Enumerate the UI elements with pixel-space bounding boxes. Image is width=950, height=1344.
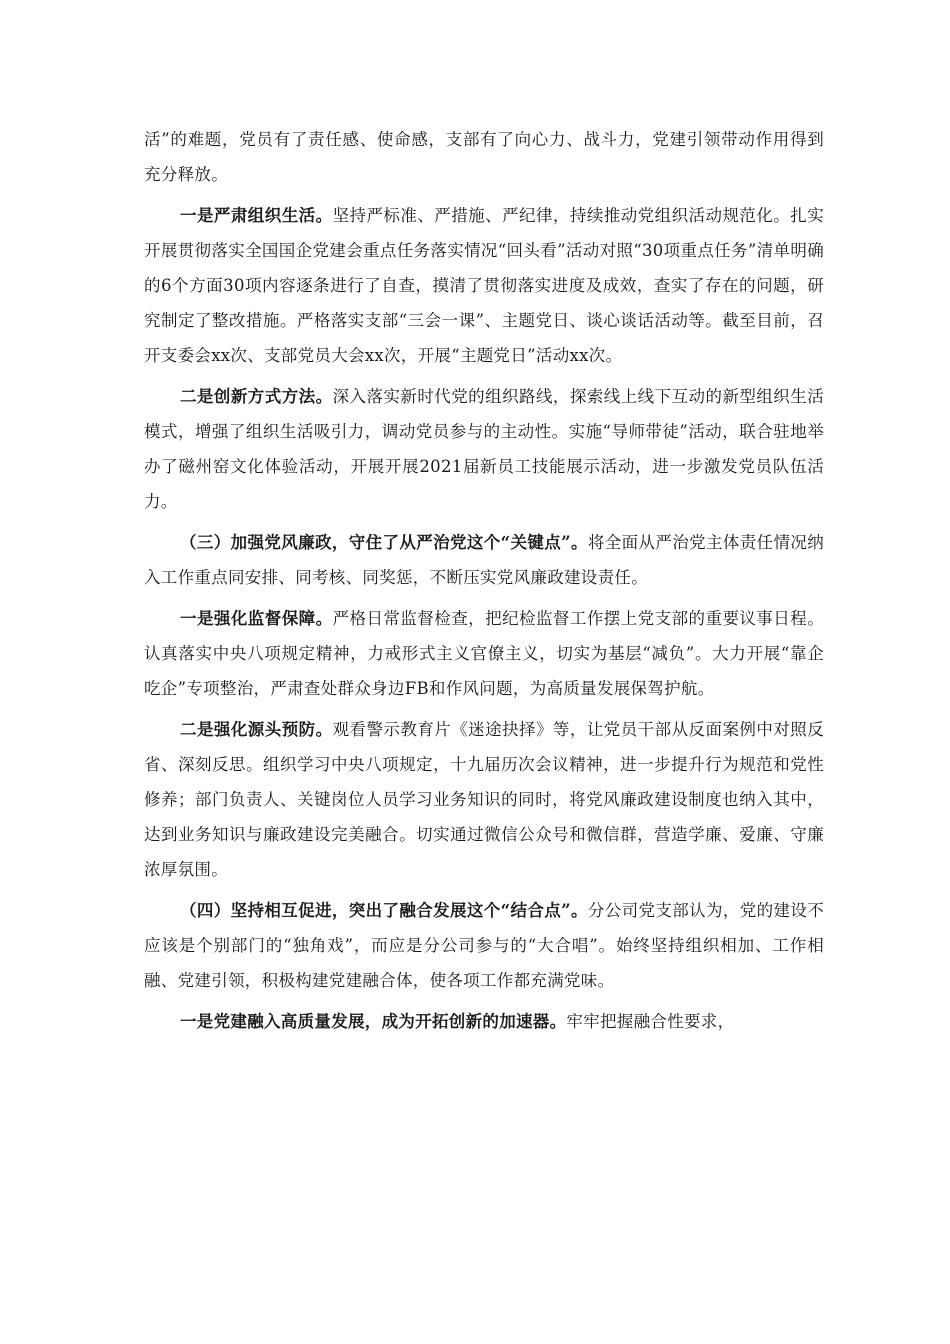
paragraph-8-text: 牢牢把握融合性要求， bbox=[566, 1012, 735, 1031]
paragraph-8 bbox=[144, 1004, 824, 1039]
paragraph-3-lead: 二是创新方式方法。 bbox=[180, 387, 333, 406]
paragraph-2 bbox=[144, 198, 824, 373]
paragraph-3 bbox=[144, 379, 824, 519]
paragraph-1 bbox=[144, 122, 824, 192]
section-heading-3-lead: （三）加强党风廉政，守住了从严治党这个“关键点”。 bbox=[180, 533, 588, 552]
paragraph-5-lead: 一是强化监督保障。 bbox=[180, 609, 333, 628]
paragraph-5-text: 严格日常监督检查，把纪检监督工作摆上党支部的重要议事日程。认真落实中央八项规定精神，力戒形式主义官僚主义，切实为基层“减负”。大力开展“靠企吃企”专项整治，严肃查处群众身边FB和作风问题，为高质量发展保驾护航。 bbox=[144, 609, 824, 698]
section-heading-3 bbox=[144, 525, 824, 595]
paragraph-2-lead: 一是严肃组织生活。 bbox=[180, 206, 333, 225]
section-heading-4-text: 分公司党支部认为，党的建设不应该是个别部门的“独角戏”，而应是分公司参与的“大合唱”。始终坚持组织相加、工作相融、党建引领，积极构建党建融合体，使各项工作都充满党味。 bbox=[144, 901, 825, 990]
paragraph-8-lead: 一是党建融入高质量发展，成为开拓创新的加速器。 bbox=[180, 1012, 567, 1031]
document-body bbox=[144, 122, 824, 1045]
paragraph-2-text: 坚持严标准、严措施、严纪律，持续推动党组织活动规范化。扎实开展贯彻落实全国国企党建会重点任务落实情况“回头看”活动对照“30项重点任务”清单明确的6个方面30项内容逐条进行了自查，摸清了贯彻落实进度及成效，查实了存在的问题，研究制定了整改措施。严格落实支部“三会一课”、主题党日、谈心谈话活动等。截至目前，召开支委会xx次、支部党员大会xx次，开展“主题党日”活动xx次。 bbox=[144, 206, 824, 365]
paragraph-5 bbox=[144, 601, 824, 706]
paragraph-3-text: 深入落实新时代党的组织路线，探索线上线下互动的新型组织生活模式，增强了组织生活吸引力，调动党员参与的主动性。实施“导师带徒”活动，联合驻地举办了磁州窑文化体验活动，开展开展2021届新员工技能展示活动，进一步激发党员队伍活力。 bbox=[144, 387, 824, 511]
paragraph-1-text: 活”的难题，党员有了责任感、使命感，支部有了向心力、战斗力，党建引领带动作用得到充分释放。 bbox=[144, 130, 824, 184]
paragraph-6-text: 观看警示教育片《迷途抉择》等，让党员干部从反面案例中对照反省、深刻反思。组织学习中央八项规定，十九届历次会议精神，进一步提升行为规范和党性修养；部门负责人、关键岗位人员学习业务知识的同时，将党风廉政建设制度也纳入其中，达到业务知识与廉政建设完美融合。切实通过微信公众号和微信群，营造学廉、爱廉、守廉浓厚氛围。 bbox=[144, 720, 824, 879]
paragraph-6-lead: 二是强化源头预防。 bbox=[180, 720, 333, 739]
section-heading-4 bbox=[144, 893, 824, 998]
section-heading-4-lead: （四）坚持相互促进，突出了融合发展这个“结合点”。 bbox=[180, 901, 588, 920]
section-heading-3-text: 将全面从严治党主体责任情况纳入工作重点同安排、同考核、同奖惩，不断压实党风廉政建设责任。 bbox=[144, 533, 825, 587]
paragraph-6 bbox=[144, 712, 824, 887]
